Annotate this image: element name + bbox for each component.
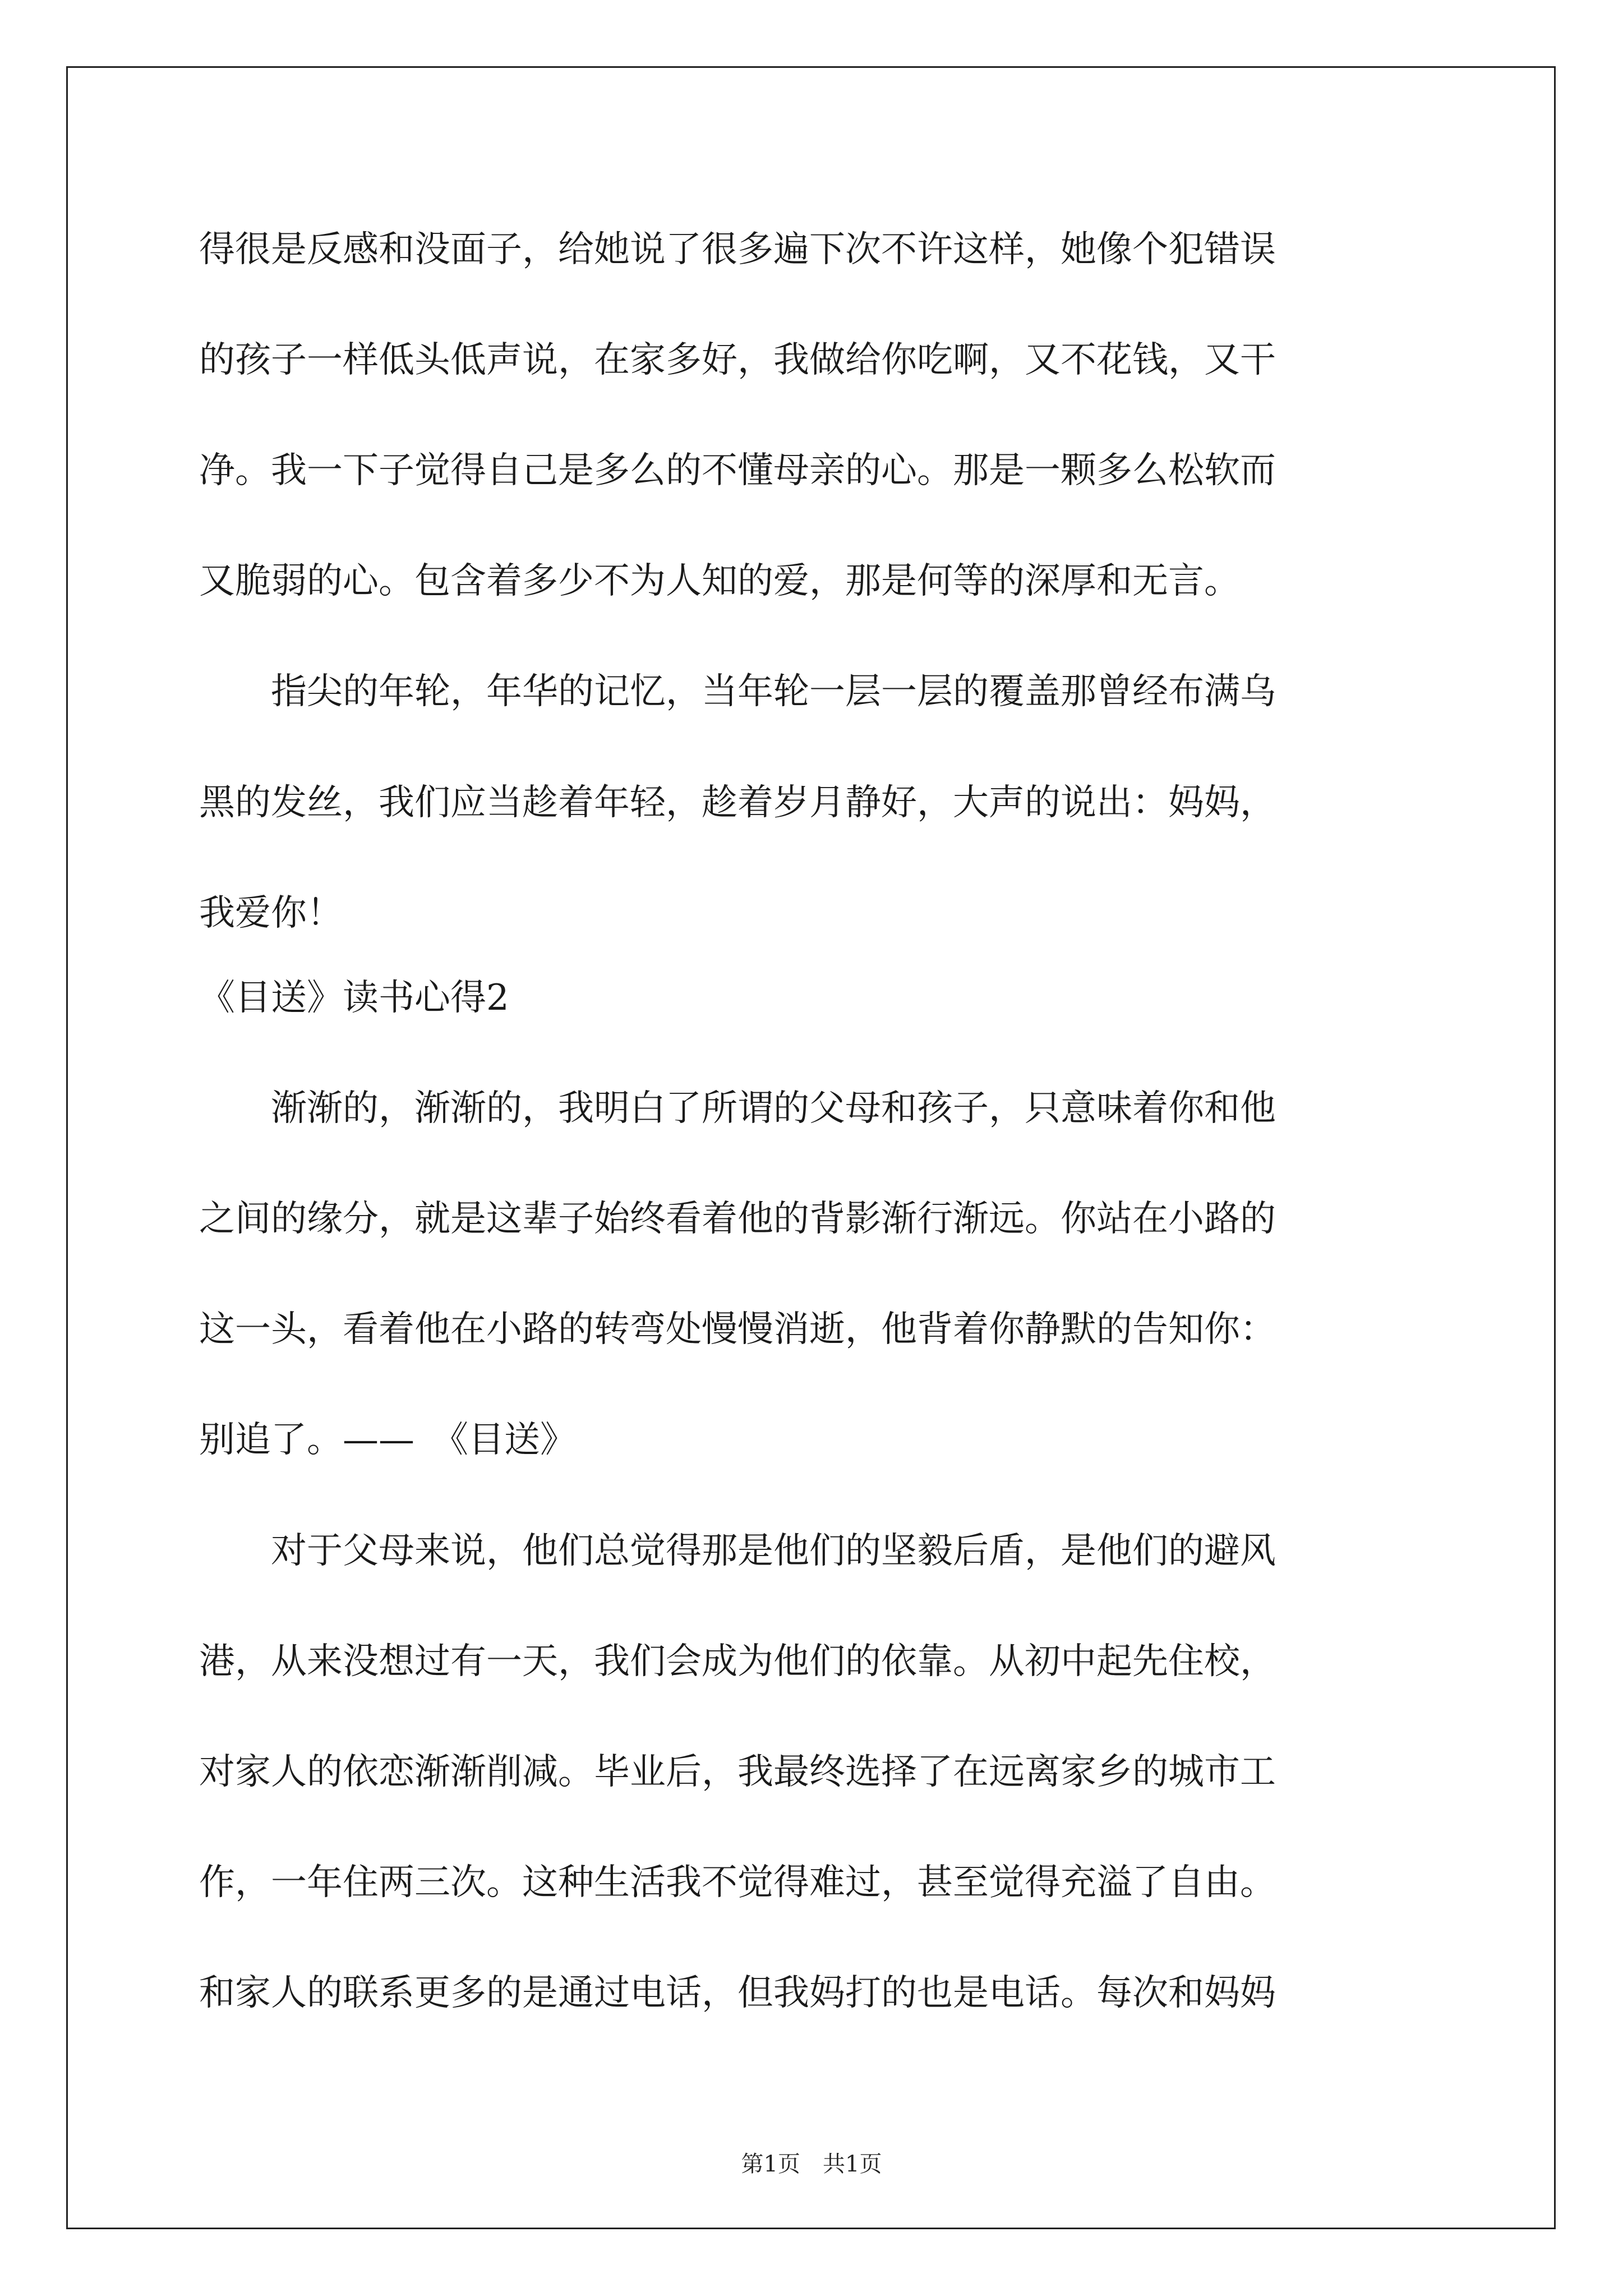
text-line: 对于父母来说，他们总觉得那是他们的坚毅后盾，是他们的避风: [199, 1530, 1276, 1572]
text-line: 之间的缘分，就是这辈子始终看着他的背影渐行渐远。你站在小路的: [199, 1198, 1276, 1240]
text-line: 得很是反感和没面子，给她说了很多遍下次不许这样，她像个犯错误: [199, 229, 1276, 270]
text-line: 我爱你！: [199, 892, 343, 934]
text-line: 这一头，看着他在小路的转弯处慢慢消逝，他背着你静默的告知你：: [199, 1309, 1276, 1350]
text-line: 港，从来没想过有一天，我们会成为他们的依靠。从初中起先住校，: [199, 1641, 1276, 1682]
page-border: [66, 66, 1556, 2229]
text-line: 别追了。—— 《目送》: [199, 1419, 576, 1461]
text-line: 净。我一下子觉得自己是多么的不懂母亲的心。那是一颗多么松软而: [199, 450, 1276, 491]
text-line: 又脆弱的心。包含着多少不为人知的爱，那是何等的深厚和无言。: [199, 560, 1240, 602]
text-line: 作，一年住两三次。这种生活我不觉得难过，甚至觉得充溢了自由。: [199, 1862, 1276, 1903]
text-line: 对家人的依恋渐渐削减。毕业后，我最终选择了在远离家乡的城市工: [199, 1751, 1276, 1793]
text-line: 的孩子一样低头低声说，在家多好，我做给你吃啊，又不花钱，又干: [199, 339, 1276, 381]
text-line: 渐渐的，渐渐的，我明白了所谓的父母和孩子，只意味着你和他: [199, 1088, 1276, 1129]
text-line: 黑的发丝，我们应当趁着年轻，趁着岁月静好，大声的说出：妈妈，: [199, 782, 1276, 823]
page-footer: 第1页 共1页: [741, 2151, 882, 2177]
text-line: 和家人的联系更多的是通过电话，但我妈打的也是电话。每次和妈妈: [199, 1972, 1276, 2014]
text-line: 指尖的年轮，年华的记忆，当年轮一层一层的覆盖那曾经布满乌: [199, 671, 1276, 712]
section-heading: 《目送》读书心得2: [199, 977, 509, 1019]
